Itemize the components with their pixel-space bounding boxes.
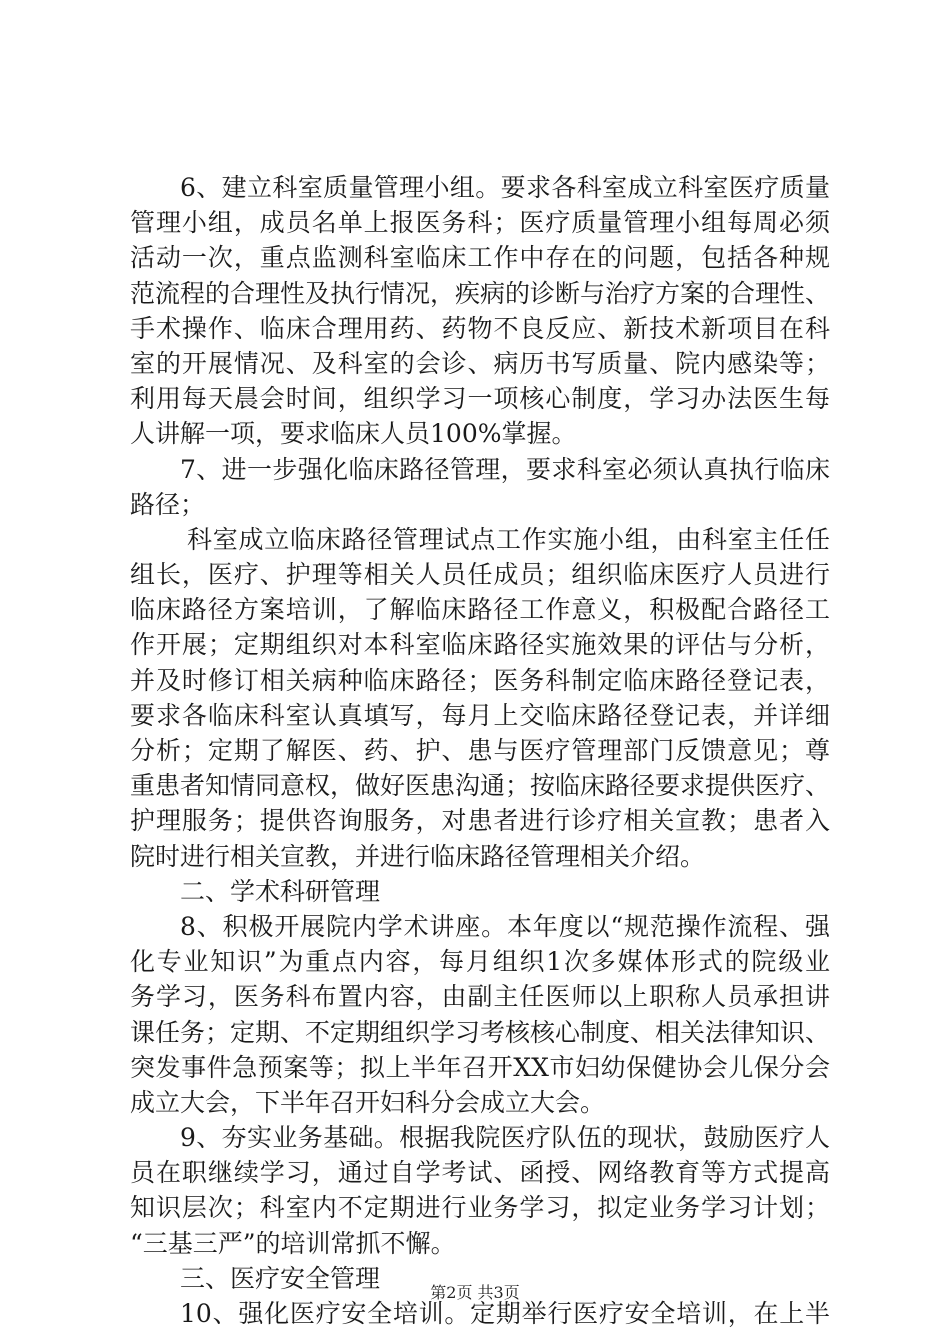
paragraph-line: 分析；定期了解医、药、护、患与医疗管理部门反馈意见；尊 [130,736,830,765]
paragraph-line: 7、进一步强化临床路径管理，要求科室必须认真执行临床 [180,454,830,484]
paragraph-line: 管理小组，成员名单上报医务科；医疗质量管理小组每周必须 [130,208,830,238]
section-heading: 三、医疗安全管理 [180,1263,381,1293]
paragraph-line: 10、强化医疗安全培训。定期举行医疗安全培训，在上半 [180,1299,830,1328]
paragraph-line: 员在职继续学习，通过自学考试、函授、网络教育等方式提高 [130,1158,830,1188]
paragraph-line: 务学习，医务科布置内容，由副主任医师以上职称人员承担讲 [130,982,830,1012]
paragraph-line: 科室成立临床路径管理试点工作实施小组，由科室主任任 [187,524,830,554]
paragraph-line: “三基三严”的培训常抓不懈。 [130,1228,456,1258]
paragraph-line: 组长，医疗、护理等相关人员任成员；组织临床医疗人员进行 [130,560,830,590]
paragraph-line: 室的开展情况、及科室的会诊、病历书写质量、院内感染等； [130,348,830,378]
paragraph-line: 范流程的合理性及执行情况，疾病的诊断与治疗方案的合理性、 [130,278,831,308]
paragraph-line: 6、建立科室质量管理小组。要求各科室成立科室医疗质量 [180,173,830,202]
paragraph-line: 作开展；定期组织对本科室临床路径实施效果的评估与分析， [130,630,830,660]
document-body [130,170,830,1331]
paragraph-line: 成立大会，下半年召开妇科分会成立大会。 [130,1087,606,1117]
paragraph-line: 活动一次，重点监测科室临床工作中存在的问题，包括各种规 [130,243,830,273]
paragraph-line: 知识层次；科室内不定期进行业务学习，拟定业务学习计划； [130,1193,830,1223]
paragraph-line: 并及时修订相关病种临床路径；医务科制定临床路径登记表， [130,665,830,695]
section-heading: 二、学术科研管理 [180,876,381,906]
paragraph-line: 利用每天晨会时间，组织学习一项核心制度，学习办法医生每 [130,384,830,414]
paragraph-line: 院时进行相关宣教，并进行临床路径管理相关介绍。 [130,841,706,871]
paragraph-line: 临床路径方案培训，了解临床路径工作意义，积极配合路径工 [130,595,830,625]
paragraph-line: 路径； [130,489,206,519]
paragraph-line: 护理服务；提供咨询服务，对患者进行诊疗相关宣教；患者入 [130,806,830,836]
paragraph-line: 突发事件急预案等；拟上半年召开XX市妇幼保健协会儿保分会 [130,1052,830,1082]
paragraph-line: 课任务；定期、不定期组织学习考核核心制度、相关法律知识、 [130,1017,831,1047]
paragraph-line: 重患者知情同意权，做好医患沟通；按临床路径要求提供医疗、 [130,771,831,801]
paragraph-line: 人讲解一项，要求临床人员100%掌握。 [130,419,577,449]
paragraph-line: 要求各临床科室认真填写，每月上交临床路径登记表，并详细 [130,700,830,730]
page-number-footer: 第2页 共3页 [430,1283,520,1302]
paragraph-line: 化专业知识”为重点内容，每月组织1次多媒体形式的院级业 [130,947,830,977]
paragraph-line: 8、积极开展院内学术讲座。本年度以“规范操作流程、强 [180,911,830,941]
paragraph-line: 9、夯实业务基础。根据我院医疗队伍的现状，鼓励医疗人 [180,1123,830,1153]
paragraph-line: 手术操作、临床合理用药、药物不良反应、新技术新项目在科 [130,313,830,343]
